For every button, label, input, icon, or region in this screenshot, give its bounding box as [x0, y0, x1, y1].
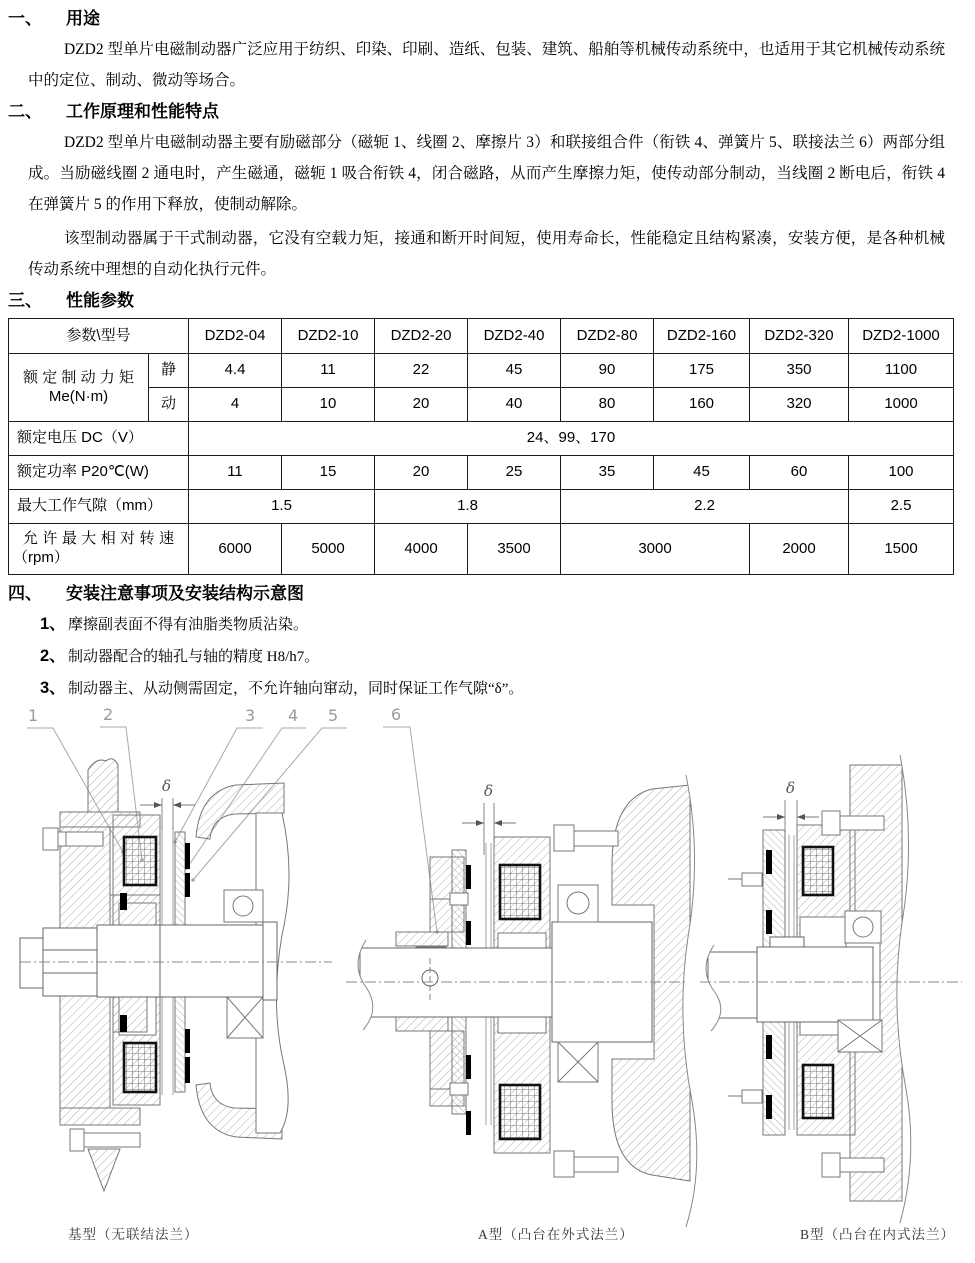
- table-cell: 1.8: [375, 490, 561, 524]
- torque-label-cell: [9, 354, 149, 422]
- model-header: DZD2-1000: [849, 319, 954, 354]
- table-cell: 1.5: [189, 490, 375, 524]
- table-cell: 175: [654, 354, 750, 388]
- voltage-label: 额定电压 DC（V）: [9, 422, 189, 456]
- model-header: DZD2-320: [750, 319, 849, 354]
- table-cell: 2.2: [561, 490, 849, 524]
- power-row: [9, 456, 954, 490]
- installation-diagrams: [0, 705, 975, 1260]
- callout-1: 1: [28, 706, 39, 725]
- table-cell: 320: [750, 388, 849, 422]
- section-3-heading: [8, 288, 961, 314]
- voltage-row: [9, 422, 954, 456]
- model-header: DZD2-20: [375, 319, 468, 354]
- caption-a-type: A型（凸台在外式法兰）: [478, 1227, 634, 1242]
- table-cell: 80: [561, 388, 654, 422]
- table-cell: 15: [282, 456, 375, 490]
- shaft: [360, 948, 552, 1017]
- section-2-paragraph-2: 该型制动器属于干式制动器，它没有空载力矩，接通和断开时间短，使用寿命长，性能稳定且结构紧凑，安装方便，是各种机械传动系统中理想的自动化执行元件。: [28, 230, 945, 278]
- model-header: DZD2-40: [468, 319, 561, 354]
- install-note-1-text: 摩擦副表面不得有油脂类物质沾染。: [68, 617, 309, 633]
- table-cell: 1500: [849, 524, 954, 575]
- table-cell: 5000: [282, 524, 375, 575]
- section-4-title: 安装注意事项及安装结构示意图: [66, 584, 304, 603]
- section-3-number: 三、: [8, 291, 42, 310]
- table-cell: 1100: [849, 354, 954, 388]
- install-note-3-text: 制动器主、从动侧需固定，不允许轴向窜动，同时保证工作气隙“δ”。: [68, 681, 524, 697]
- callout-6: 6: [391, 705, 402, 724]
- table-cell: 2.5: [849, 490, 954, 524]
- torque-label-line2: Me(N·m): [48, 387, 109, 405]
- caption-b-type: B型（凸台在内式法兰）: [800, 1227, 956, 1242]
- section-2-heading: [8, 99, 961, 125]
- table-cell: 4.4: [189, 354, 282, 388]
- table-cell: 1000: [849, 388, 954, 422]
- table-cell: 90: [561, 354, 654, 388]
- drawing-a-type: [340, 775, 740, 1227]
- section-1-title: 用途: [66, 9, 100, 28]
- model-header: DZD2-160: [654, 319, 750, 354]
- speed-label-cell: [9, 524, 189, 575]
- table-cell: 6000: [189, 524, 282, 575]
- install-note-2-text: 制动器配合的轴孔与轴的精度 H8/h7。: [68, 649, 320, 665]
- table-cell: 350: [750, 354, 849, 388]
- performance-table: [8, 318, 954, 575]
- install-note-1-number: 1、: [40, 615, 66, 633]
- install-note-3-number: 3、: [40, 679, 66, 697]
- section-2-number: 二、: [8, 102, 42, 121]
- table-cell: 22: [375, 354, 468, 388]
- speed-label-line1: 允许最大相对转速: [23, 530, 174, 548]
- airgap-row: [9, 490, 954, 524]
- table-cell: 20: [375, 388, 468, 422]
- airgap-label: 最大工作气隙（mm）: [9, 490, 189, 524]
- section-3-title: 性能参数: [66, 291, 134, 310]
- delta-symbol-b-type: δ: [786, 779, 796, 797]
- table-cell: 10: [282, 388, 375, 422]
- section-1-paragraph: DZD2 型单片电磁制动器广泛应用于纺织、印染、印刷、造纸、包装、建筑、船舶等机械传动系统中，也适用于其它机械传动系统中的定位、制动、微动等场合。: [28, 41, 945, 89]
- table-header-row: [9, 319, 954, 354]
- table-cell: 25: [468, 456, 561, 490]
- table-cell: 60: [750, 456, 849, 490]
- table-cell: 3000: [561, 524, 750, 575]
- table-cell: 160: [654, 388, 750, 422]
- section-4-number: 四、: [8, 584, 42, 603]
- callout-4: 4: [288, 706, 299, 725]
- callout-2: 2: [103, 705, 114, 724]
- callout-3: 3: [245, 706, 256, 725]
- delta-symbol-a-type: δ: [484, 782, 494, 800]
- table-cell: 11: [282, 354, 375, 388]
- speed-label-line2: （rpm）: [13, 549, 69, 566]
- table-cell: 2000: [750, 524, 849, 575]
- caption-basic-type: 基型（无联结法兰）: [68, 1227, 199, 1242]
- speed-row: [9, 524, 954, 575]
- torque-dynamic-label: 动: [149, 388, 189, 422]
- model-header: DZD2-10: [282, 319, 375, 354]
- torque-static-label: 静: [149, 354, 189, 388]
- table-cell: 45: [468, 354, 561, 388]
- section-1-heading: [8, 6, 961, 32]
- torque-static-row: [9, 354, 954, 388]
- table-cell: 20: [375, 456, 468, 490]
- table-cell: 3500: [468, 524, 561, 575]
- callout-5: 5: [328, 706, 339, 725]
- table-cell: 35: [561, 456, 654, 490]
- table-cell: 4000: [375, 524, 468, 575]
- shaft: [20, 922, 277, 1000]
- table-cell: 40: [468, 388, 561, 422]
- table-cell: 45: [654, 456, 750, 490]
- section-2-title: 工作原理和性能特点: [66, 102, 219, 121]
- table-cell: 4: [189, 388, 282, 422]
- delta-symbol-basic: δ: [162, 777, 172, 795]
- table-corner-cell: 参数\型号: [9, 319, 189, 354]
- section-4-heading: [8, 581, 961, 607]
- install-note-3: [40, 673, 961, 705]
- section-1-number: 一、: [8, 9, 42, 28]
- table-cell: 100: [849, 456, 954, 490]
- model-header: DZD2-80: [561, 319, 654, 354]
- torque-label-line1: 额定制动力矩: [23, 368, 134, 386]
- table-cell: 11: [189, 456, 282, 490]
- section-2-paragraph-1: DZD2 型单片电磁制动器主要有励磁部分（磁轭 1、线圈 2、摩擦片 3）和联接组合件（衔铁 4、弹簧片 5、联接法兰 6）两部分组成。当励磁线圈 2 通电时，产生磁通，磁轭 1 吸合衔铁 4，闭合磁路，从而产生摩擦力矩，使传动部分制动，当线圈 2 断电后，衔铁 4 在弹簧片 5 的作用下释放，使制动解除。: [28, 134, 945, 213]
- power-label: 额定功率 P20℃(W): [9, 456, 189, 490]
- install-note-1: [40, 609, 961, 641]
- model-header: DZD2-04: [189, 319, 282, 354]
- install-note-2: [40, 641, 961, 673]
- voltage-value: 24、99、170: [189, 422, 954, 456]
- install-note-2-number: 2、: [40, 647, 66, 665]
- torque-dynamic-row: [9, 388, 954, 422]
